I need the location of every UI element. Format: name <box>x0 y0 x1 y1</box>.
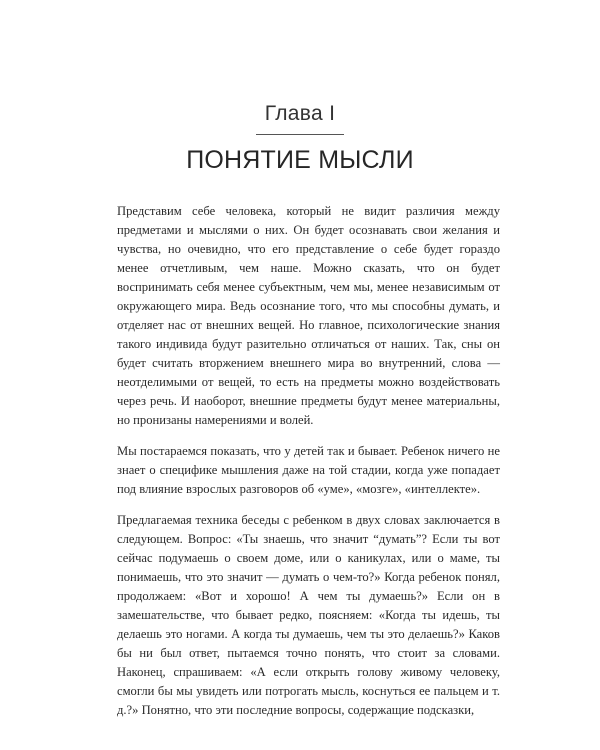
paragraph-2: Мы постараемся показать, что у детей так и бывает. Ребенок ничего не знает о специфике мышления даже на той стадии, когда уже попадает под влияние взрослых разговоров об «уме», «мозге», «интеллекте». <box>117 444 500 496</box>
body-text <box>117 202 500 720</box>
chapter-label: Глава I <box>264 102 336 125</box>
paragraph-1: Представим себе человека, который не видит различия между предметами и мыслями о них. Он будет осознавать свои желания и чувства, но очевидно, что его представление о себе будет гораздо менее отчетливым, чем наше. Можно сказать, что он будет воспринимать себя менее субъектным, чем мы, менее независимым от окружающего мира. Ведь осознание того, что мы способны думать, и отделяет нас от внешних вещей. Но главное, психологические знания такого индивида будут разительно отличаться от наших. Так, сны он будет считать вторжением внешнего мира во внутренний, слова — неотделимыми от вещей, то есть на предметы можно воздействовать через речь. И наоборот, внешние предметы будут менее материальны, но пронизаны намерениями и волей. <box>117 204 500 427</box>
chapter-divider <box>256 134 344 135</box>
paragraph-3: Предлагаемая техника беседы с ребенком в двух словах заключается в следующем. Вопрос: «Ты знаешь, что значит “думать”? Если ты вот сейчас подумаешь о своем доме, или о каникулах, или о маме, ты понимаешь, что это значит — думать о чем-то?» Когда ребенок понял, продолжаем: «Вот и хорошо! А чем ты думаешь?» Если он в замешательстве, что бывает редко, поясняем: «Когда ты идешь, ты делаешь это ногами. А когда ты думаешь, чем ты это делаешь?» Каков бы ни был ответ, пытаемся точно понять, что стоит за словами. Наконец, спрашиваем: «А если открыть голову живому человеку, смогли бы мы увидеть или потрогать мысль, коснуться ее пальцем и т. д.?» Понятно, что эти последние вопросы, содержащие подсказки, <box>117 513 500 717</box>
chapter-title: ПОНЯТИЕ МЫСЛИ <box>186 146 414 174</box>
